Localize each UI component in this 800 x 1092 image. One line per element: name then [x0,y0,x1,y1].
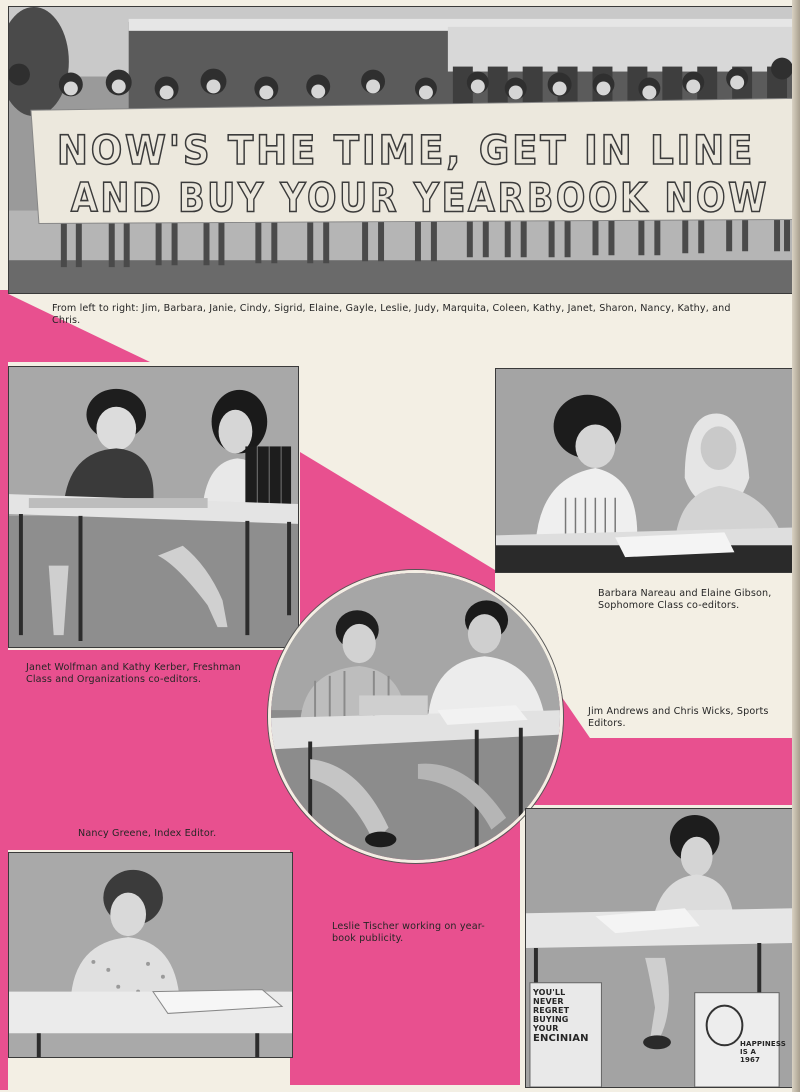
caption-index: Nancy Greene, Index Editor. [78,828,217,839]
caption-sophomore: Barbara Nareau and Elaine Gibson, Sophomore Class co-editors. [598,588,772,611]
banner-line-1: NOW'S THE TIME, GET IN LINE [56,127,756,174]
caption-sports: Jim Andrews and Chris Wicks, Sports Editors. [588,706,769,729]
sign-left-line-1: YOU'LL [533,988,566,997]
sign-left-line-2: NEVER [533,997,564,1006]
sign-right-text [740,1040,790,1064]
photo-sports-editors [268,570,563,863]
group-photo-banner [8,6,795,294]
caption-publicity: Leslie Tischer working on year-book publicity. [332,921,485,944]
sign-left-line-6: ENCINIAN [533,1033,589,1044]
pink-left-strip [0,290,8,1090]
sign-right-line-2: IS A [740,1048,757,1056]
page-binding-edge [792,0,800,1092]
photo-sophomore-editors [495,368,795,573]
photo-index-editor [8,852,293,1058]
sign-left-line-5: YOUR [533,1024,559,1033]
caption-freshman: Janet Wolfman and Kathy Kerber, Freshman Class and Organizations co-editors. [26,662,241,685]
sign-right-line-3: 1967 [740,1056,761,1064]
sign-left-line-4: BUYING [533,1015,569,1024]
sign-right-line-1: HAPPINESS [740,1040,786,1048]
caption-group: From left to right: Jim, Barbara, Janie, Cindy, Sigrid, Elaine, Gayle, Leslie, Judy, Marquita, Coleen, Kathy, Janet, Sharon, Nancy, Kathy, and Chris. [52,303,731,326]
photo-freshman-editors [8,366,299,648]
sign-left-text [533,988,603,1045]
banner-line-2: AND BUY YOUR YEARBOOK NOW [70,175,770,222]
sign-left-line-3: REGRET [533,1006,570,1015]
